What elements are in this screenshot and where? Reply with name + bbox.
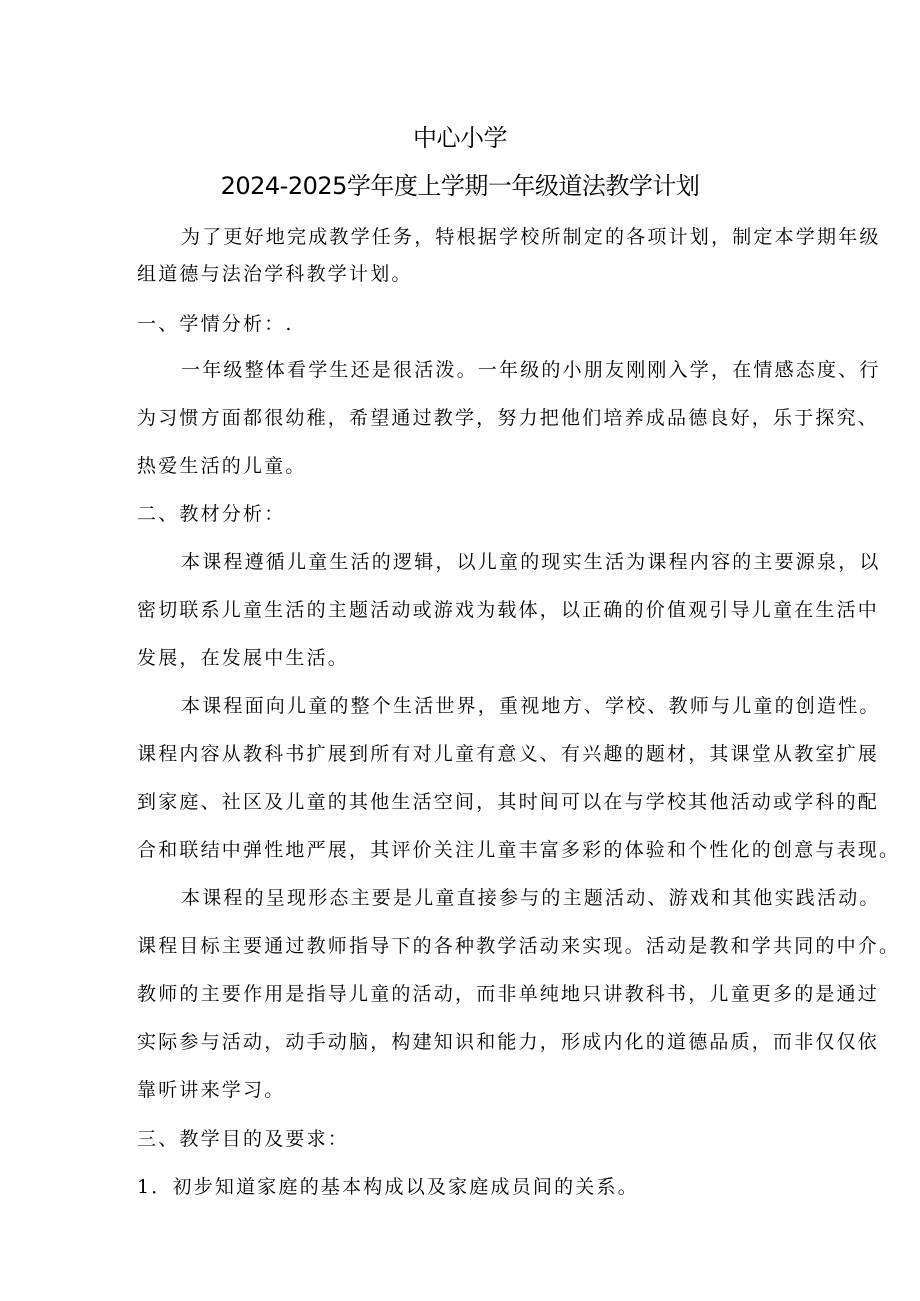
paragraph-line: 本课程的呈现形态主要是儿童直接参与的主题活动、游戏和其他实践活动。: [181, 887, 881, 909]
plan-title: 2024-2025学年度上学期一年级道法教学计划: [220, 172, 700, 200]
section-heading-2: 二、教材分析：: [137, 503, 286, 525]
paragraph-line: 为习惯方面都很幼稚，希望通过教学，努力把他们培养成品德良好，乐于探究、: [137, 407, 880, 429]
paragraph-line: 靠听讲来学习。: [137, 1079, 286, 1101]
paragraph-line: 一年级整体看学生还是很活泼。一年级的小朋友刚刚入学，在情感态度、行: [181, 359, 881, 381]
section-heading-3: 三、教学目的及要求：: [137, 1128, 350, 1150]
paragraph-line: 课程内容从教科书扩展到所有对儿童有意义、有兴趣的题材，其课堂从教室扩展: [137, 743, 880, 765]
paragraph-line: 合和联结中弹性地严展，其评价关注儿童丰富多彩的体验和个性化的创意与表现。: [137, 839, 901, 861]
paragraph-line: 本课程面向儿童的整个生活世界，重视地方、学校、教师与儿童的创造性。: [181, 695, 881, 717]
section-heading-1: 一、学情分析：.: [137, 313, 294, 335]
paragraph-line: 密切联系儿童生活的主题活动或游戏为载体，以正确的价值观引导儿童在生活中: [137, 599, 880, 621]
paragraph-line: 教师的主要作用是指导儿童的活动，而非单纯地只讲教科书，儿童更多的是通过: [137, 983, 880, 1005]
paragraph-line: 实际参与活动，动手动脑，构建知识和能力，形成内化的道德品质，而非仅仅依: [137, 1031, 880, 1053]
paragraph-line: 到家庭、社区及儿童的其他生活空间，其时间可以在与学校其他活动或学科的配: [137, 791, 880, 813]
paragraph-line: 本课程遵循儿童生活的逻辑，以儿童的现实生活为课程内容的主要源泉，以: [181, 551, 881, 573]
list-item: 1．初步知道家庭的基本构成以及家庭成员间的关系。: [137, 1176, 639, 1198]
paragraph-line: 热爱生活的儿童。: [137, 455, 307, 477]
paragraph-line: 发展，在发展中生活。: [137, 647, 350, 669]
intro-line: 组道德与法治学科教学计划。: [137, 263, 413, 285]
intro-line: 为了更好地完成教学任务，特根据学校所制定的各项计划，制定本学期年级: [181, 226, 881, 248]
paragraph-line: 课程目标主要通过教师指导下的各种教学活动来实现。活动是教和学共同的中介。: [137, 935, 901, 957]
school-title: 中心小学: [413, 124, 507, 152]
